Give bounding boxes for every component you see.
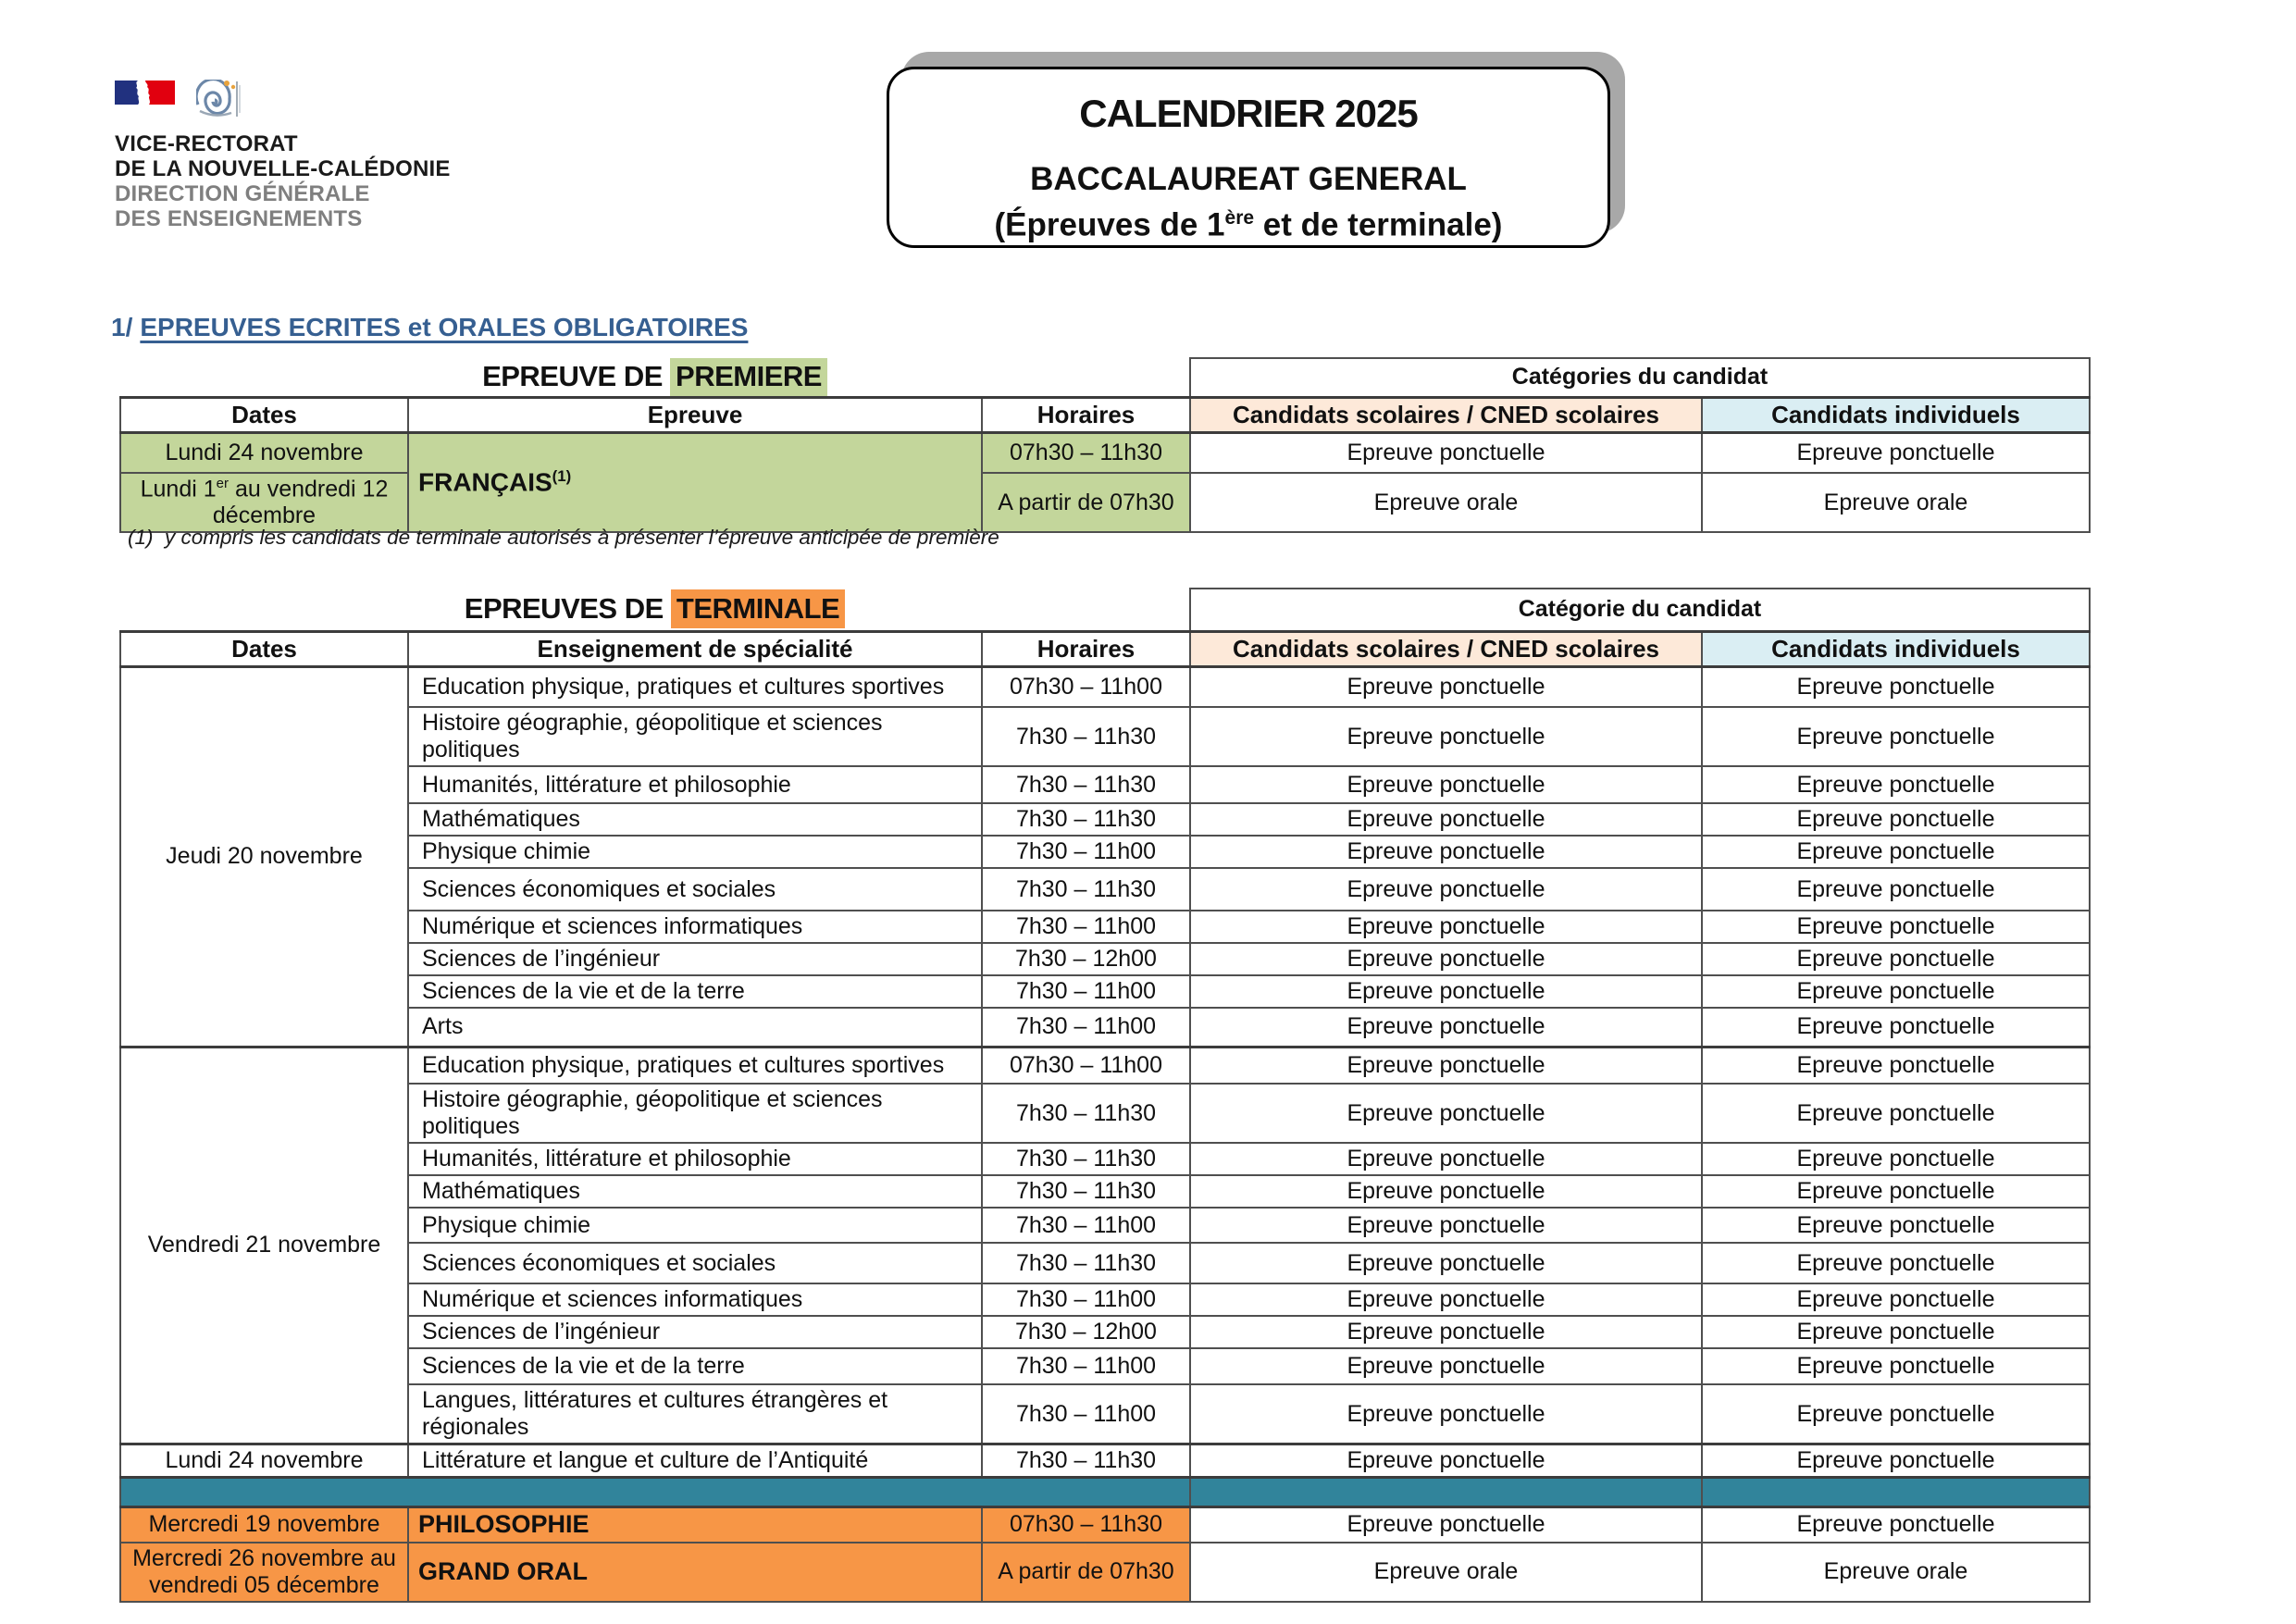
premiere-highlight: PREMIERE xyxy=(670,358,827,396)
scolaires-cell: Epreuve ponctuelle xyxy=(1190,1047,1702,1084)
col-header-scolaires: Candidats scolaires / CNED scolaires xyxy=(1190,397,1702,432)
col-header-dates: Dates xyxy=(120,631,408,666)
terminale-row xyxy=(120,1348,2090,1384)
terminale-row xyxy=(120,1316,2090,1348)
terminale-row xyxy=(120,1175,2090,1208)
separator-cell xyxy=(1702,1478,2090,1507)
terminale-row xyxy=(120,766,2090,803)
horaire-cell: 7h30 – 11h30 xyxy=(982,1084,1190,1143)
terminale-row xyxy=(120,1384,2090,1444)
horaire-cell: 7h30 – 11h00 xyxy=(982,1283,1190,1316)
subject-cell: Langues, littératures et cultures étrangères et régionales xyxy=(408,1384,982,1444)
terminale-row xyxy=(120,943,2090,975)
terminale-row xyxy=(120,911,2090,943)
subject-cell: Histoire géographie, géopolitique et sciences politiques xyxy=(408,707,982,766)
scolaires-cell: Epreuve ponctuelle xyxy=(1190,766,1702,803)
terminale-row xyxy=(120,1143,2090,1175)
individuels-cell: Epreuve ponctuelle xyxy=(1702,1243,2090,1283)
special-row xyxy=(120,1543,2090,1602)
individuels-cell: Epreuve ponctuelle xyxy=(1702,766,2090,803)
horaire-cell: 7h30 – 11h00 xyxy=(982,1348,1190,1384)
scolaires-cell: Epreuve ponctuelle xyxy=(1190,707,1702,766)
terminale-header-row xyxy=(120,631,2090,666)
separator-row xyxy=(120,1478,2090,1507)
col-header-epreuve: Epreuve xyxy=(408,397,982,432)
individuels-cell: Epreuve orale xyxy=(1702,473,2090,532)
logo-dept-line2: DES ENSEIGNEMENTS xyxy=(115,206,363,231)
calendar-year-title: CALENDRIER 2025 xyxy=(1079,92,1418,135)
scolaires-cell: Epreuve ponctuelle xyxy=(1190,432,1702,473)
individuels-cell: Epreuve ponctuelle xyxy=(1702,943,2090,975)
horaire-cell: 07h30 – 11h00 xyxy=(982,1047,1190,1084)
terminale-band-title-cell: EPREUVES DE TERMINALE xyxy=(120,589,1190,631)
subject-cell: Humanités, littérature et philosophie xyxy=(408,766,982,803)
horaire-cell: 07h30 – 11h30 xyxy=(982,1507,1190,1543)
col-header-specialite: Enseignement de spécialité xyxy=(408,631,982,666)
nautilus-shell-icon xyxy=(196,80,244,122)
terminale-row xyxy=(120,1243,2090,1283)
subject-cell: Humanités, littérature et philosophie xyxy=(408,1143,982,1175)
epreuve-cell: FRANÇAIS$^{(1)}$ xyxy=(408,432,982,532)
col-header-horaires: Horaires xyxy=(982,397,1190,432)
individuels-cell: Epreuve ponctuelle xyxy=(1702,911,2090,943)
individuels-cell: Epreuve ponctuelle xyxy=(1702,707,2090,766)
horaire-cell: 7h30 – 11h30 xyxy=(982,1243,1190,1283)
scolaires-cell: Epreuve ponctuelle xyxy=(1190,1384,1702,1444)
separator-cell xyxy=(120,1478,1190,1507)
individuels-cell: Epreuve ponctuelle xyxy=(1702,836,2090,868)
vice-rectorat-logo xyxy=(115,80,451,231)
terminale-row xyxy=(120,1008,2090,1047)
horaire-cell: A partir de 07h30 xyxy=(982,473,1190,532)
horaire-cell: 7h30 – 11h30 xyxy=(982,803,1190,836)
calendar-title-box xyxy=(887,67,1610,248)
subject-cell: Arts xyxy=(408,1008,982,1047)
epreuve-cell: PHILOSOPHIE xyxy=(408,1507,982,1543)
terminale-row xyxy=(120,1208,2090,1243)
scolaires-cell: Epreuve ponctuelle xyxy=(1190,1208,1702,1243)
subject-cell: Sciences de la vie et de la terre xyxy=(408,975,982,1008)
individuels-cell: Epreuve ponctuelle xyxy=(1702,1444,2090,1478)
bac-subtitle: (Épreuves de 1ère et de terminale) xyxy=(994,206,1503,243)
terminale-row xyxy=(120,1047,2090,1084)
col-header-scolaires: Candidats scolaires / CNED scolaires xyxy=(1190,631,1702,666)
premiere-row xyxy=(120,432,2090,473)
individuels-cell: Epreuve ponctuelle xyxy=(1702,1507,2090,1543)
individuels-cell: Epreuve ponctuelle xyxy=(1702,975,2090,1008)
scolaires-cell: Epreuve ponctuelle xyxy=(1190,1143,1702,1175)
terminale-title-row xyxy=(120,589,2090,631)
logo-dept-line1: DIRECTION GÉNÉRALE xyxy=(115,181,370,206)
footnote: (1) y compris les candidats de terminale autorisés à présenter l’épreuve anticipée de première xyxy=(128,526,999,549)
individuels-cell: Epreuve ponctuelle xyxy=(1702,803,2090,836)
individuels-cell: Epreuve ponctuelle xyxy=(1702,432,2090,473)
special-row xyxy=(120,1507,2090,1543)
subject-cell: Education physique, pratiques et cultures sportives xyxy=(408,1047,982,1084)
horaire-cell: 7h30 – 11h00 xyxy=(982,836,1190,868)
individuels-cell: Epreuve ponctuelle xyxy=(1702,1283,2090,1316)
terminale-row xyxy=(120,666,2090,707)
horaire-cell: A partir de 07h30 xyxy=(982,1543,1190,1602)
subject-cell: Mathématiques xyxy=(408,1175,982,1208)
logo-org-line2: DE LA NOUVELLE-CALÉDONIE xyxy=(115,156,451,181)
horaire-cell: 7h30 – 11h30 xyxy=(982,766,1190,803)
date-cell: Vendredi 21 novembre xyxy=(120,1047,408,1444)
terminale-table xyxy=(119,588,2091,1603)
horaire-cell: 7h30 – 12h00 xyxy=(982,943,1190,975)
scolaires-cell: Epreuve ponctuelle xyxy=(1190,943,1702,975)
individuels-cell: Epreuve ponctuelle xyxy=(1702,1316,2090,1348)
scolaires-cell: Epreuve ponctuelle xyxy=(1190,1175,1702,1208)
subject-cell: Sciences de l’ingénieur xyxy=(408,1316,982,1348)
horaire-cell: 7h30 – 11h00 xyxy=(982,1384,1190,1444)
horaire-cell: 7h30 – 11h30 xyxy=(982,868,1190,911)
subject-cell: Physique chimie xyxy=(408,836,982,868)
date-cell: Lundi 1er au vendredi 12 décembre xyxy=(120,473,408,532)
bac-general-title: BACCALAUREAT GENERAL xyxy=(1030,161,1467,197)
horaire-cell: 7h30 – 11h30 xyxy=(982,1444,1190,1478)
individuels-cell: Epreuve ponctuelle xyxy=(1702,1208,2090,1243)
terminale-highlight: TERMINALE xyxy=(671,589,845,628)
col-header-dates: Dates xyxy=(120,397,408,432)
individuels-cell: Epreuve ponctuelle xyxy=(1702,1084,2090,1143)
epreuve-cell: GRAND ORAL xyxy=(408,1543,982,1602)
individuels-cell: Epreuve ponctuelle xyxy=(1702,1008,2090,1047)
horaire-cell: 7h30 – 12h00 xyxy=(982,1316,1190,1348)
date-cell: Mercredi 19 novembre xyxy=(120,1507,408,1543)
horaire-cell: 7h30 – 11h00 xyxy=(982,1008,1190,1047)
scolaires-cell: Epreuve ponctuelle xyxy=(1190,1444,1702,1478)
scolaires-cell: Epreuve ponctuelle xyxy=(1190,666,1702,707)
premiere-band-title-cell: EPREUVE DE PREMIERE xyxy=(120,358,1190,397)
individuels-cell: Epreuve ponctuelle xyxy=(1702,1143,2090,1175)
scolaires-cell: Epreuve orale xyxy=(1190,473,1702,532)
individuels-cell: Epreuve orale xyxy=(1702,1543,2090,1602)
horaire-cell: 7h30 – 11h00 xyxy=(982,1208,1190,1243)
premiere-category-header: Catégories du candidat xyxy=(1190,358,2090,397)
premiere-table xyxy=(119,357,2091,533)
subject-cell: Histoire géographie, géopolitique et sciences politiques xyxy=(408,1084,982,1143)
scolaires-cell: Epreuve ponctuelle xyxy=(1190,836,1702,868)
subject-cell: Littérature et langue et culture de l’Antiquité xyxy=(408,1444,982,1478)
horaire-cell: 7h30 – 11h30 xyxy=(982,707,1190,766)
individuels-cell: Epreuve ponctuelle xyxy=(1702,1175,2090,1208)
scolaires-cell: Epreuve ponctuelle xyxy=(1190,911,1702,943)
terminale-row xyxy=(120,1444,2090,1478)
date-cell: Mercredi 26 novembre au vendredi 05 décembre xyxy=(120,1543,408,1602)
premiere-title-row xyxy=(120,358,2090,397)
subject-cell: Education physique, pratiques et cultures sportives xyxy=(408,666,982,707)
section-heading xyxy=(111,313,748,342)
horaire-cell: 7h30 – 11h30 xyxy=(982,1175,1190,1208)
terminale-row xyxy=(120,975,2090,1008)
col-header-individuels: Candidats individuels xyxy=(1702,631,2090,666)
scolaires-cell: Epreuve ponctuelle xyxy=(1190,1507,1702,1543)
horaire-cell: 07h30 – 11h00 xyxy=(982,666,1190,707)
subject-cell: Mathématiques xyxy=(408,803,982,836)
logo-org-line1: VICE-RECTORAT xyxy=(115,131,298,156)
horaire-cell: 7h30 – 11h00 xyxy=(982,975,1190,1008)
subject-cell: Physique chimie xyxy=(408,1208,982,1243)
individuels-cell: Epreuve ponctuelle xyxy=(1702,1047,2090,1084)
scolaires-cell: Epreuve ponctuelle xyxy=(1190,803,1702,836)
terminale-row xyxy=(120,868,2090,911)
individuels-cell: Epreuve ponctuelle xyxy=(1702,1348,2090,1384)
subject-cell: Numérique et sciences informatiques xyxy=(408,1283,982,1316)
scolaires-cell: Epreuve ponctuelle xyxy=(1190,1283,1702,1316)
scolaires-cell: Epreuve ponctuelle xyxy=(1190,1084,1702,1143)
scolaires-cell: Epreuve ponctuelle xyxy=(1190,975,1702,1008)
individuels-cell: Epreuve ponctuelle xyxy=(1702,666,2090,707)
terminale-row xyxy=(120,1084,2090,1143)
date-cell: Lundi 24 novembre xyxy=(120,432,408,473)
subject-cell: Sciences économiques et sociales xyxy=(408,868,982,911)
date-cell: Jeudi 20 novembre xyxy=(120,666,408,1047)
terminale-row xyxy=(120,707,2090,766)
scolaires-cell: Epreuve ponctuelle xyxy=(1190,1316,1702,1348)
horaire-cell: 7h30 – 11h00 xyxy=(982,911,1190,943)
scolaires-cell: Epreuve ponctuelle xyxy=(1190,1243,1702,1283)
french-flag-marianne-icon xyxy=(115,80,176,105)
col-header-horaires: Horaires xyxy=(982,631,1190,666)
terminale-row xyxy=(120,836,2090,868)
subject-cell: Sciences économiques et sociales xyxy=(408,1243,982,1283)
individuels-cell: Epreuve ponctuelle xyxy=(1702,1384,2090,1444)
scolaires-cell: Epreuve ponctuelle xyxy=(1190,1008,1702,1047)
subject-cell: Sciences de l’ingénieur xyxy=(408,943,982,975)
col-header-individuels: Candidats individuels xyxy=(1702,397,2090,432)
terminale-row xyxy=(120,1283,2090,1316)
scolaires-cell: Epreuve ponctuelle xyxy=(1190,1348,1702,1384)
subject-cell: Numérique et sciences informatiques xyxy=(408,911,982,943)
separator-cell xyxy=(1190,1478,1702,1507)
horaire-cell: 07h30 – 11h30 xyxy=(982,432,1190,473)
individuels-cell: Epreuve ponctuelle xyxy=(1702,868,2090,911)
section-title: EPREUVES ECRITES et ORALES OBLIGATOIRES xyxy=(140,313,749,341)
date-cell: Lundi 24 novembre xyxy=(120,1444,408,1478)
horaire-cell: 7h30 – 11h30 xyxy=(982,1143,1190,1175)
premiere-header-row xyxy=(120,397,2090,432)
scolaires-cell: Epreuve ponctuelle xyxy=(1190,868,1702,911)
terminale-row xyxy=(120,803,2090,836)
subject-cell: Sciences de la vie et de la terre xyxy=(408,1348,982,1384)
scolaires-cell: Epreuve orale xyxy=(1190,1543,1702,1602)
section-number: 1/ xyxy=(111,313,133,341)
terminale-category-header: Catégorie du candidat xyxy=(1190,589,2090,631)
